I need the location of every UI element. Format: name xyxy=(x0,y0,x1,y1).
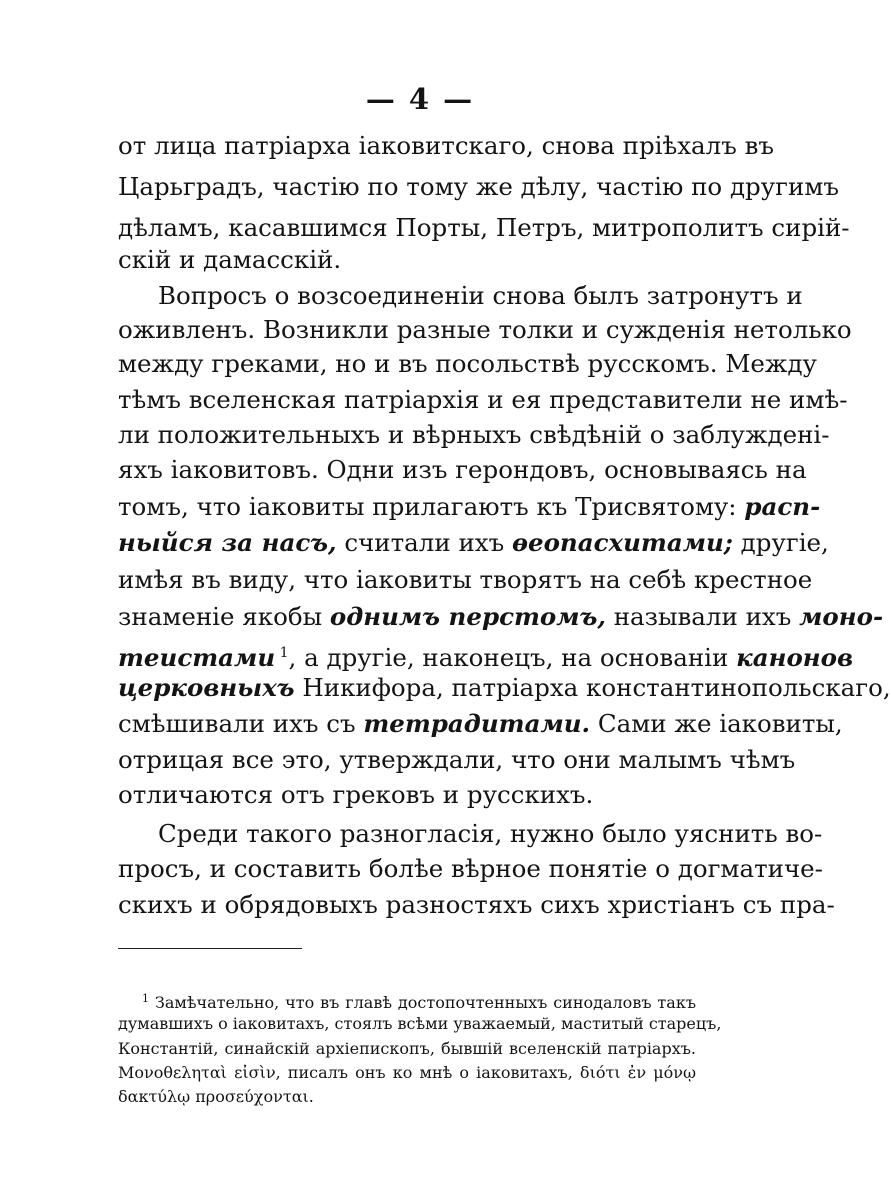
text-line: отрицая все это, утверждали, что они малымъ чѣмъ xyxy=(118,745,796,774)
text-line: Царьградъ, частію по тому же дѣлу, частію по другимъ xyxy=(118,172,839,201)
text-line: оживленъ. Возникли разные толки и сужденія нетолько xyxy=(118,315,852,344)
italic-term: теистами xyxy=(118,643,276,672)
italic-term: церковныхъ xyxy=(118,673,295,702)
italic-term: ѳеопасхитами; xyxy=(512,528,733,557)
text-line: ныйся за насъ, считали ихъ ѳеопасхитами; другіе, xyxy=(118,528,829,557)
text-line: яхъ іаковитовъ. Одни изъ герондовъ, основываясь на xyxy=(118,455,807,484)
text-line: просъ, и составить болѣе вѣрное понятіе о догматиче- xyxy=(118,854,823,883)
text-line: томъ, что іаковиты прилагаютъ къ Трисвятому: расп- xyxy=(118,492,821,521)
page-number: — 4 — xyxy=(365,82,475,116)
text-line: скихъ и обрядовыхъ разностяхъ сихъ христіанъ съ пра- xyxy=(118,890,835,919)
text-line: теистами $^1$, а другіе, наконецъ, на основаніи канонов xyxy=(118,643,854,672)
text-line: смѣшивали ихъ съ тетрадитами. Сами же іаковиты, xyxy=(118,709,843,738)
italic-term: ныйся за насъ, xyxy=(118,528,337,557)
text-line: от лица патріарха іаковитскаго, снова пріѣхалъ въ xyxy=(118,131,774,160)
text-line: тѣмъ вселенская патріархія и ея представители не имѣ- xyxy=(118,385,848,414)
footnote-line: $^1$ Замѣчательно, что въ главѣ достопочтенныхъ синодаловъ такъ xyxy=(142,992,696,1012)
footnote-marker: 1 xyxy=(142,992,149,1005)
footnote-line: Константій, синайскій архіепископъ, бывшій вселенскій патріархъ. xyxy=(118,1039,696,1058)
footnote-line: думавшихъ о іаковитахъ, стоялъ всѣми уважаемый, маститый старецъ, xyxy=(118,1014,722,1033)
text-line: ли положительныхъ и вѣрныхъ свѣдѣній о заблужденi- xyxy=(118,420,830,449)
text-line: Среди такого разногласія, нужно было уяснить во- xyxy=(158,819,823,848)
text-line: дѣламъ, касавшимся Порты, Петръ, митрополитъ сирій- xyxy=(118,213,850,242)
footnote-ref: 1 xyxy=(275,645,289,661)
italic-term: канонов xyxy=(736,643,854,672)
text-line: знаменіе якобы однимъ перстомъ, называли ихъ моно- xyxy=(118,602,884,631)
text-line: имѣя въ виду, что іаковиты творятъ на себѣ крестное xyxy=(118,565,813,594)
footnote-line: Μονοθεληταὶ εἰσὶν, писалъ онъ ко мнѣ о іаковитахъ, διότι ἐν μόνῳ xyxy=(118,1063,696,1082)
footnote-divider xyxy=(118,948,302,949)
italic-term: расп- xyxy=(744,492,821,521)
italic-term: тетрадитами. xyxy=(363,709,591,738)
text-line: между греками, но и въ посольствѣ русскомъ. Между xyxy=(118,349,817,378)
text-line: скій и дамасскій. xyxy=(118,245,342,274)
text-line: Вопросъ о возсоединеніи снова былъ затронутъ и xyxy=(158,281,803,310)
footnote-line: δακτύλῳ προσεύχονται. xyxy=(118,1087,314,1106)
text-line: церковныхъ Никифора, патріарха константинопольскаго, xyxy=(118,673,891,702)
italic-term: моно- xyxy=(799,602,884,631)
italic-term: однимъ перстомъ, xyxy=(329,602,606,631)
text-line: отличаются отъ грековъ и русскихъ. xyxy=(118,780,594,809)
